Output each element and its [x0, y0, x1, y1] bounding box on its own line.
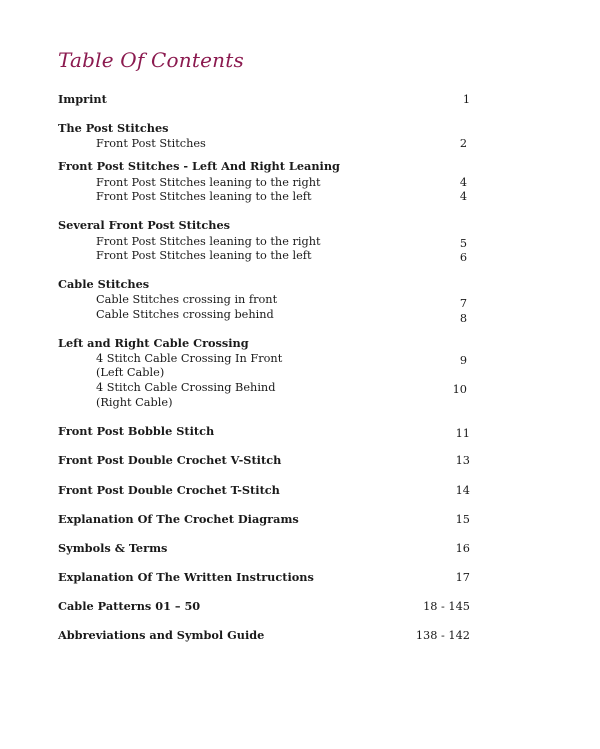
toc-entry-4-stitch-front: [58, 351, 470, 366]
toc-entry-t-stitch: [58, 483, 470, 498]
toc-entry-symbols-terms: [58, 541, 470, 556]
entry-label: Cable Patterns 01 – 50: [58, 599, 201, 613]
entry-page: 16: [455, 542, 470, 555]
entry-label: (Left Cable): [96, 366, 165, 379]
entry-page: 6: [459, 251, 467, 264]
entry-page: 4: [459, 190, 467, 203]
toc-entry-several-leaning-left: [58, 248, 470, 263]
toc-entry-right-cable: [58, 395, 470, 410]
entry-label: Front Post Stitches leaning to the left: [96, 249, 312, 262]
toc-section-cable-crossing: [58, 336, 470, 351]
entry-page: 2: [459, 137, 467, 150]
section-label: Several Front Post Stitches: [58, 218, 231, 232]
toc-entry-abbreviations: [58, 628, 470, 643]
entry-page: 138 - 142: [415, 629, 470, 642]
toc-entry-v-stitch: [58, 453, 470, 468]
toc-entry-written-instructions: [58, 570, 470, 585]
entry-label: Front Post Stitches leaning to the right: [96, 176, 321, 189]
entry-label: Imprint: [58, 92, 107, 106]
entry-label: 4 Stitch Cable Crossing Behind: [96, 381, 276, 394]
entry-label: 4 Stitch Cable Crossing In Front: [96, 352, 283, 365]
toc-entry-several-leaning-right: [58, 234, 470, 249]
section-label: Cable Stitches: [58, 277, 150, 291]
entry-label: Front Post Bobble Stitch: [58, 424, 215, 438]
entry-label: Explanation Of The Crochet Diagrams: [58, 512, 299, 526]
entry-page: 9: [459, 354, 467, 367]
toc-entry-left-cable: [58, 365, 470, 380]
entry-label: Abbreviations and Symbol Guide: [58, 628, 265, 642]
toc-entry-leaning-left: [58, 189, 470, 204]
entry-page: 11: [455, 427, 470, 440]
entry-label: Front Post Double Crochet V-Stitch: [58, 453, 282, 467]
section-label: Left and Right Cable Crossing: [58, 336, 249, 350]
entry-page: 7: [459, 297, 467, 310]
entry-page: 5: [459, 237, 467, 250]
entry-label: Cable Stitches crossing in front: [96, 293, 278, 306]
toc-entry-front-post-stitches: [58, 136, 470, 151]
entry-page: 1: [462, 93, 470, 106]
entry-page: 10: [452, 383, 467, 396]
toc-entry-cable-behind: [58, 307, 470, 325]
entry-label: Front Post Stitches: [96, 137, 206, 150]
toc-entry-cable-patterns: [58, 599, 470, 614]
toc-entry-cable-front: [58, 292, 470, 310]
toc-entry-leaning-right: [58, 175, 470, 190]
entry-page: 4: [459, 176, 467, 189]
toc-entry-bobble: [58, 424, 470, 439]
entry-label: Symbols & Terms: [58, 541, 168, 555]
entry-label: Front Post Double Crochet T-Stitch: [58, 483, 280, 497]
entry-label: Front Post Stitches leaning to the right: [96, 235, 321, 248]
section-label: The Post Stitches: [58, 121, 169, 135]
entry-label: Front Post Stitches leaning to the left: [96, 190, 312, 203]
toc-title: Table Of Contents: [58, 48, 244, 72]
toc-section-several-front-post: [58, 218, 470, 233]
toc-section-post-stitches: [58, 121, 470, 136]
entry-label: (Right Cable): [96, 396, 173, 409]
entry-page: 13: [455, 454, 470, 467]
toc-entry-4-stitch-behind: [58, 380, 470, 395]
entry-label: Cable Stitches crossing behind: [96, 308, 274, 321]
entry-label: Explanation Of The Written Instructions: [58, 570, 314, 584]
toc-section-cable-stitches: [58, 277, 470, 292]
section-label: Front Post Stitches - Left And Right Leaning: [58, 159, 340, 173]
toc-section-left-right-leaning: [58, 159, 470, 174]
toc-entry-crochet-diagrams: [58, 512, 470, 527]
entry-page: 8: [459, 312, 467, 325]
entry-page: 15: [455, 513, 470, 526]
toc-entry-imprint: [58, 92, 470, 107]
entry-page: 18 - 145: [423, 600, 470, 613]
entry-page: 14: [455, 484, 470, 497]
entry-page: 17: [455, 571, 470, 584]
